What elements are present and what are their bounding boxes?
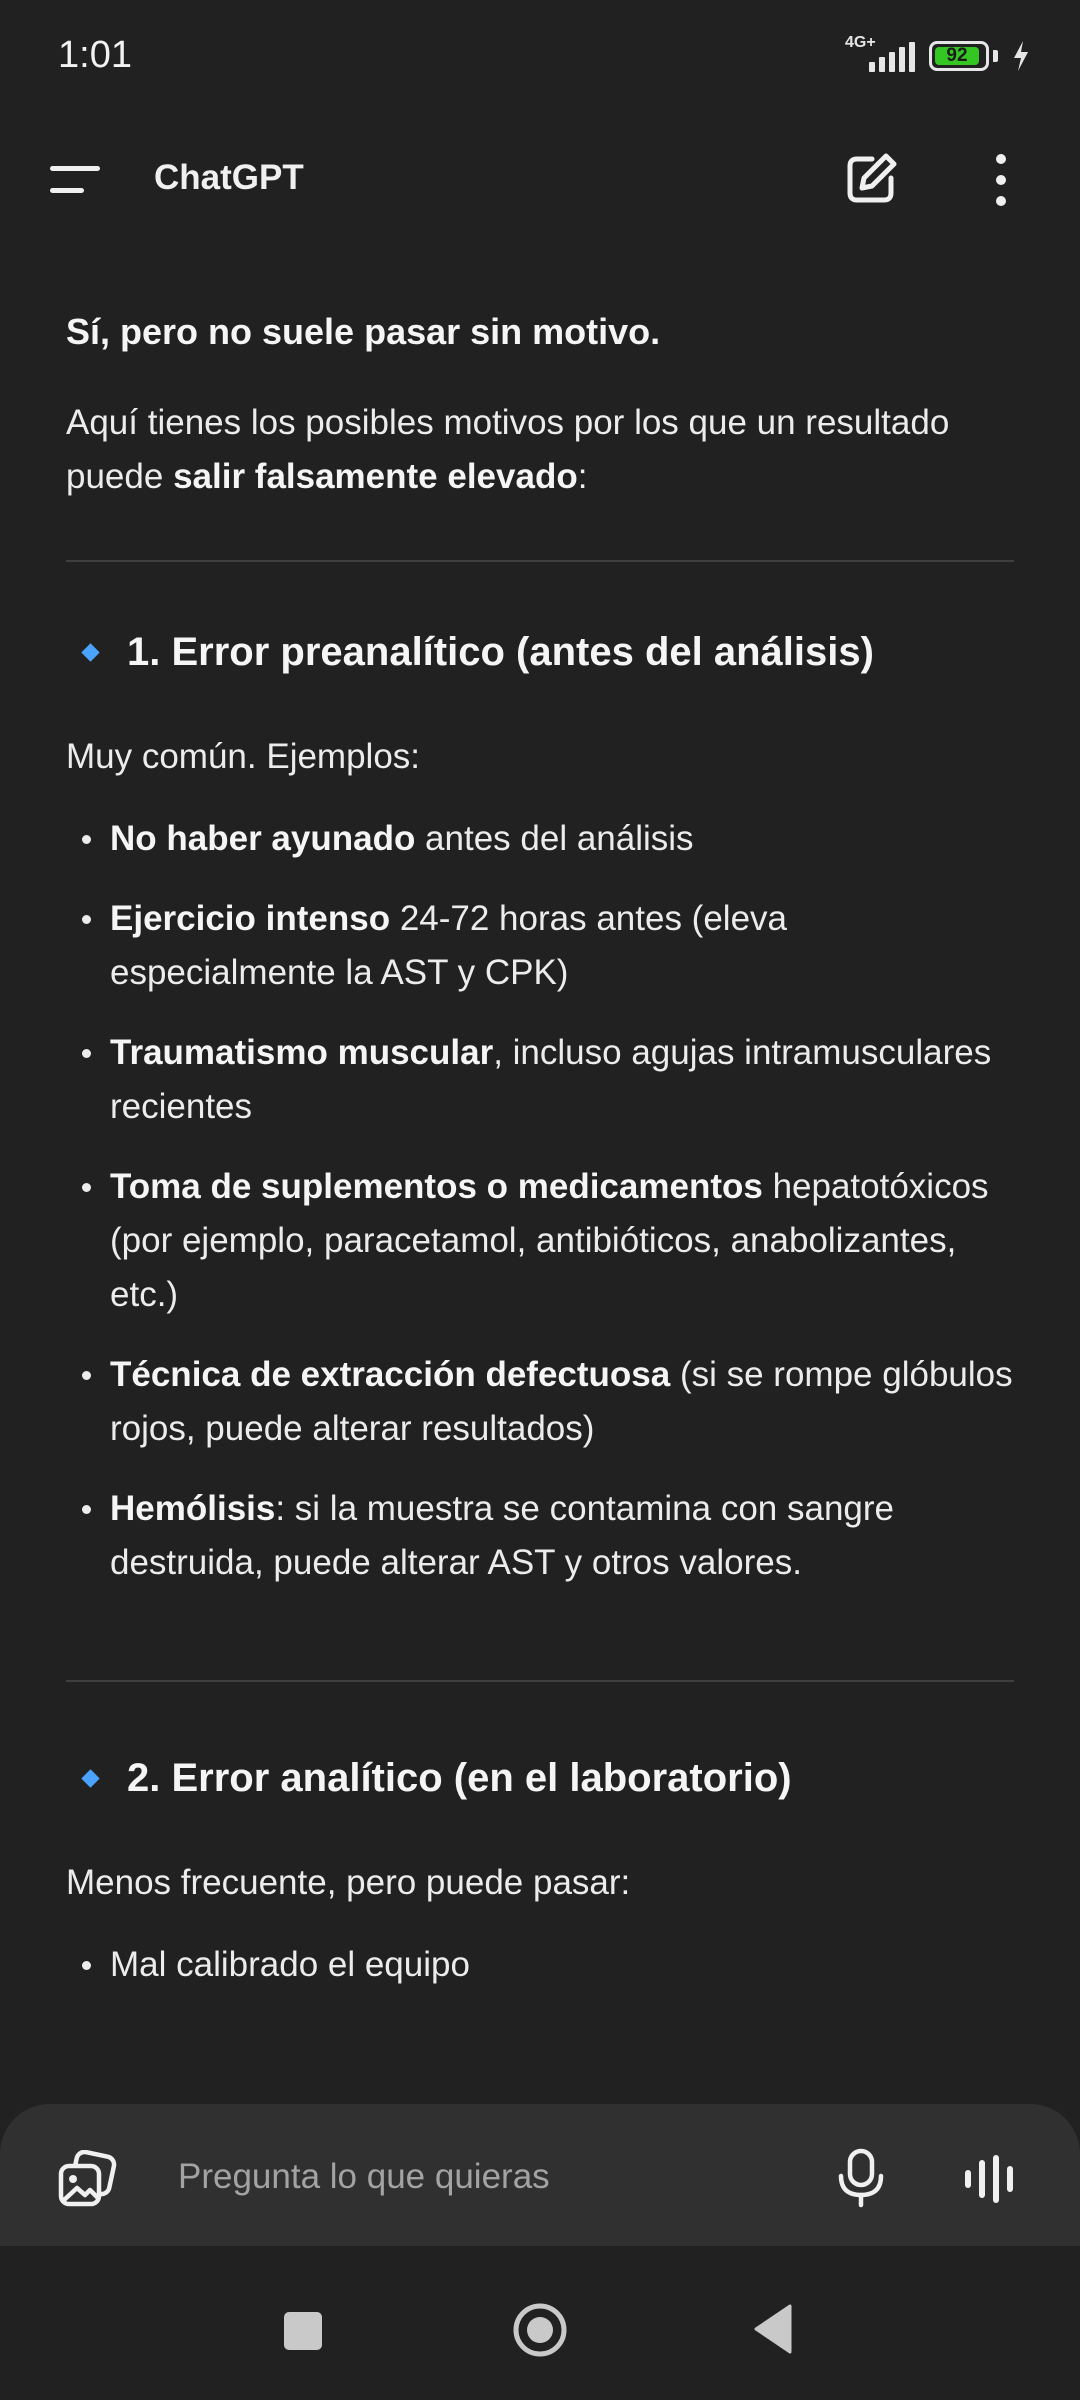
status-bar	[0, 0, 1080, 110]
status-icons	[845, 34, 1030, 76]
list-item-bold: Técnica de extracción defectuosa	[110, 1355, 671, 1394]
intro-bold: salir falsamente elevado	[173, 457, 578, 496]
intro-text: Aquí tienes los posibles motivos por los que un resultado puede	[66, 403, 950, 496]
list-item	[66, 812, 1014, 866]
bullet-list	[66, 812, 1014, 1590]
battery-fill	[935, 47, 979, 65]
message-title: Sí, pero no suele pasar sin motivo.	[66, 311, 661, 352]
system-nav-bar	[0, 2246, 1080, 2400]
section-lead: Menos frecuente, pero puede pasar:	[66, 1863, 631, 1902]
prompt-input[interactable]	[176, 2144, 780, 2210]
app-header	[0, 110, 1080, 250]
divider	[66, 560, 1014, 562]
diamond-bullet-icon	[81, 1769, 99, 1787]
diamond-bullet-icon	[81, 643, 99, 661]
list-item	[66, 1160, 1014, 1322]
intro-end: :	[577, 457, 588, 496]
network-type-label: 4G+	[845, 34, 876, 51]
more-vertical-icon[interactable]	[986, 152, 1016, 208]
list-item-text: : si la muestra se contamina con sangre destruida, puede alterar AST y otros valores.	[110, 1489, 894, 1582]
battery-level: 92	[946, 45, 968, 66]
bullet-list	[66, 1938, 1014, 1992]
microphone-icon[interactable]	[834, 2148, 888, 2208]
list-item	[66, 892, 1014, 1000]
composer-bar	[0, 2104, 1080, 2246]
list-item-text: antes del análisis	[415, 819, 694, 858]
menu-icon[interactable]	[50, 160, 102, 200]
back-triangle-icon[interactable]	[752, 2304, 792, 2354]
list-item	[66, 1938, 1014, 1992]
list-item-text: , incluso agujas intramusculares recientes	[110, 1033, 992, 1126]
battery-icon	[929, 41, 989, 71]
intro-paragraph	[66, 396, 1014, 504]
charging-icon	[1012, 40, 1030, 72]
voice-mode-icon[interactable]	[962, 2154, 1022, 2204]
list-item-text: 24-72 horas antes (eleva especialmente la AST y CPK)	[110, 899, 788, 992]
section-heading-text: 1. Error preanalítico (antes del análisis)	[127, 630, 874, 674]
recents-square-icon[interactable]	[284, 2312, 322, 2350]
home-circle-icon[interactable]	[512, 2302, 568, 2358]
app-title: ChatGPT	[154, 158, 304, 197]
edit-icon[interactable]	[842, 150, 900, 208]
section-heading	[66, 1750, 1014, 1806]
assistant-message	[66, 250, 1014, 1992]
section-lead: Muy común. Ejemplos:	[66, 737, 421, 776]
list-item-bold: Hemólisis	[110, 1489, 276, 1528]
list-item	[66, 1348, 1014, 1456]
list-item-text: (si se rompe glóbulos rojos, puede alterar resultados)	[110, 1355, 1013, 1448]
list-item-bold: Ejercicio intenso	[110, 899, 391, 938]
list-item	[66, 1482, 1014, 1590]
list-item-bold: No haber ayunado	[110, 819, 416, 858]
divider	[66, 1680, 1014, 1682]
list-item	[66, 1026, 1014, 1134]
list-item-bold: Toma de suplementos o medicamentos	[110, 1167, 763, 1206]
section-heading-text: 2. Error analítico (en el laboratorio)	[127, 1756, 792, 1800]
list-item-text: hepatotóxicos (por ejemplo, paracetamol, antibióticos, anabolizantes, etc.)	[110, 1167, 989, 1314]
image-attach-icon[interactable]	[56, 2150, 118, 2210]
section-heading	[66, 624, 1014, 680]
status-time: 1:01	[58, 34, 132, 76]
list-item-text: Mal calibrado el equipo	[110, 1945, 470, 1984]
battery-cap	[993, 50, 998, 62]
list-item-bold: Traumatismo muscular	[110, 1033, 494, 1072]
signal-icon	[845, 34, 915, 74]
